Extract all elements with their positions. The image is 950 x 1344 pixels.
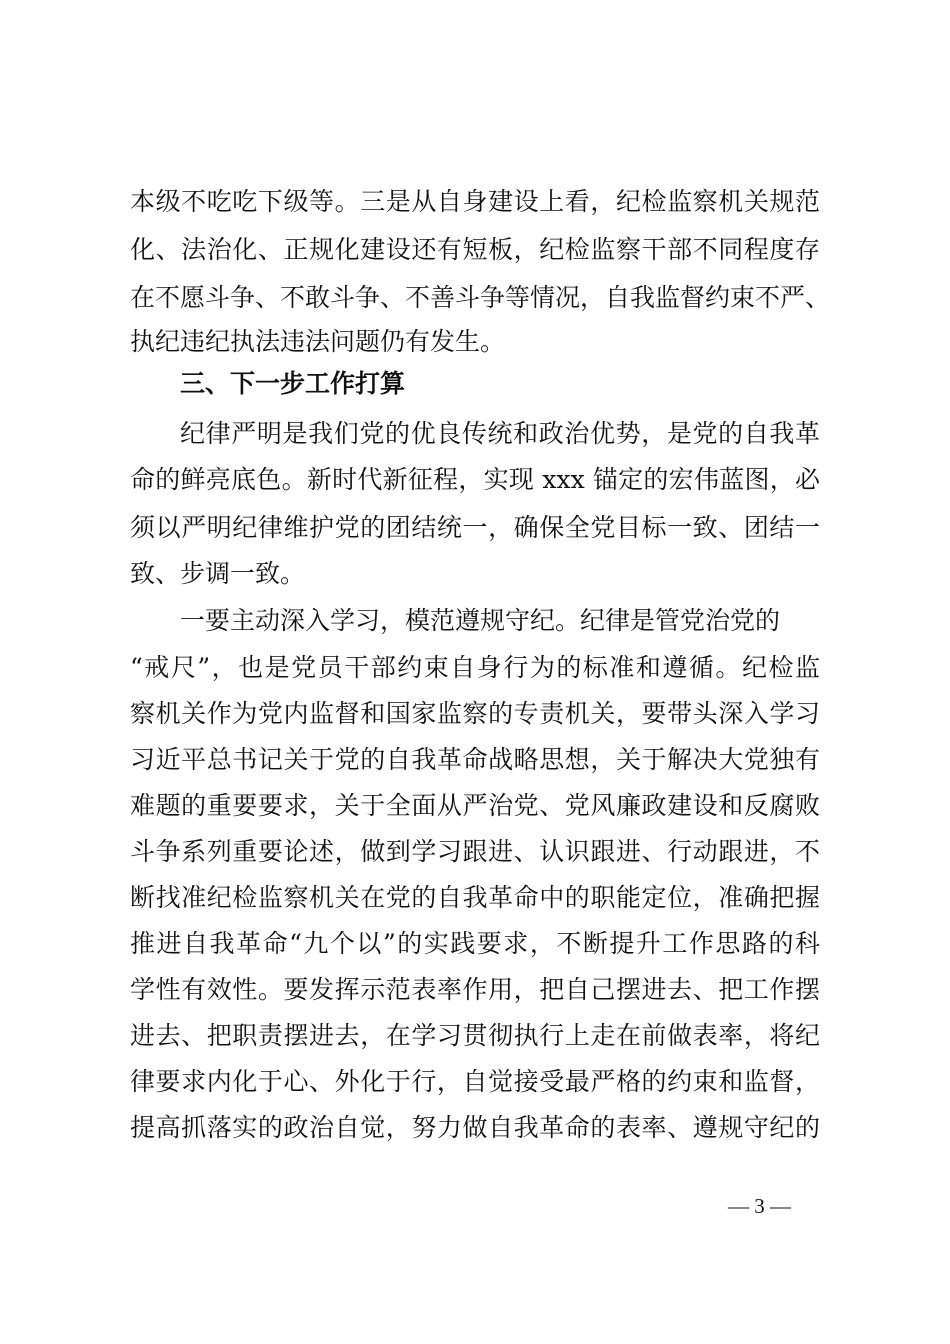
paragraph-line-2: 化、法治化、正规化建设还有短板，纪检监察干部不同程度存 (130, 235, 820, 264)
paragraph-line-8: 致、步调一致。 (130, 559, 306, 588)
paragraph-line-10: “戒尺”，也是党员干部约束自身行为的标准和遵循。纪检监 (130, 653, 820, 682)
paragraph-line-3: 在不愿斗争、不敢斗争、不善斗争等情况，自我监督约束不严、 (130, 283, 831, 312)
paragraph-line-12: 习近平总书记关于党的自我革命战略思想，关于解决大党独有 (130, 745, 820, 774)
paragraph-line-15: 断找准纪检监察机关在党的自我革命中的职能定位，准确把握 (130, 883, 820, 912)
paragraph-line-18: 进去、把职责摆进去，在学习贯彻执行上走在前做表率，将纪 (130, 1021, 820, 1050)
paragraph-line-19: 律要求内化于心、外化于行，自觉接受最严格的约束和监督， (130, 1067, 820, 1096)
page-number: — 3 — (728, 1194, 791, 1218)
paragraph-line-9: 一要主动深入学习，模范遵规守纪。纪律是管党治党的 (180, 606, 781, 635)
section-heading: 三、下一步工作打算 (180, 369, 406, 398)
paragraph-line-13: 难题的重要要求，关于全面从严治党、党风廉政建设和反腐败 (130, 791, 820, 820)
paragraph-line-7: 须以严明纪律维护党的团结统一，确保全党目标一致、团结一 (130, 513, 820, 542)
paragraph-line-5: 纪律严明是我们党的优良传统和政治优势，是党的自我革 (180, 419, 820, 448)
paragraph-line-1: 本级不吃吃下级等。三是从自身建设上看，纪检监察机关规范 (130, 187, 820, 216)
paragraph-line-14: 斗争系列重要论述，做到学习跟进、认识跟进、行动跟进，不 (130, 837, 820, 866)
paragraph-line-11: 察机关作为党内监督和国家监察的专责机关，要带头深入学习 (130, 699, 820, 728)
paragraph-line-4: 执纪违纪执法违法问题仍有发生。 (130, 327, 506, 356)
paragraph-line-6: 命的鲜亮底色。新时代新征程，实现 xxx 锚定的宏伟蓝图，必 (130, 465, 820, 494)
paragraph-line-20: 提高抓落实的政治自觉，努力做自我革命的表率、遵规守纪的 (130, 1113, 820, 1142)
paragraph-line-16: 推进自我革命“九个以”的实践要求，不断提升工作思路的科 (130, 929, 820, 958)
paragraph-line-17: 学性有效性。要发挥示范表率作用，把自己摆进去、把工作摆 (130, 975, 820, 1004)
